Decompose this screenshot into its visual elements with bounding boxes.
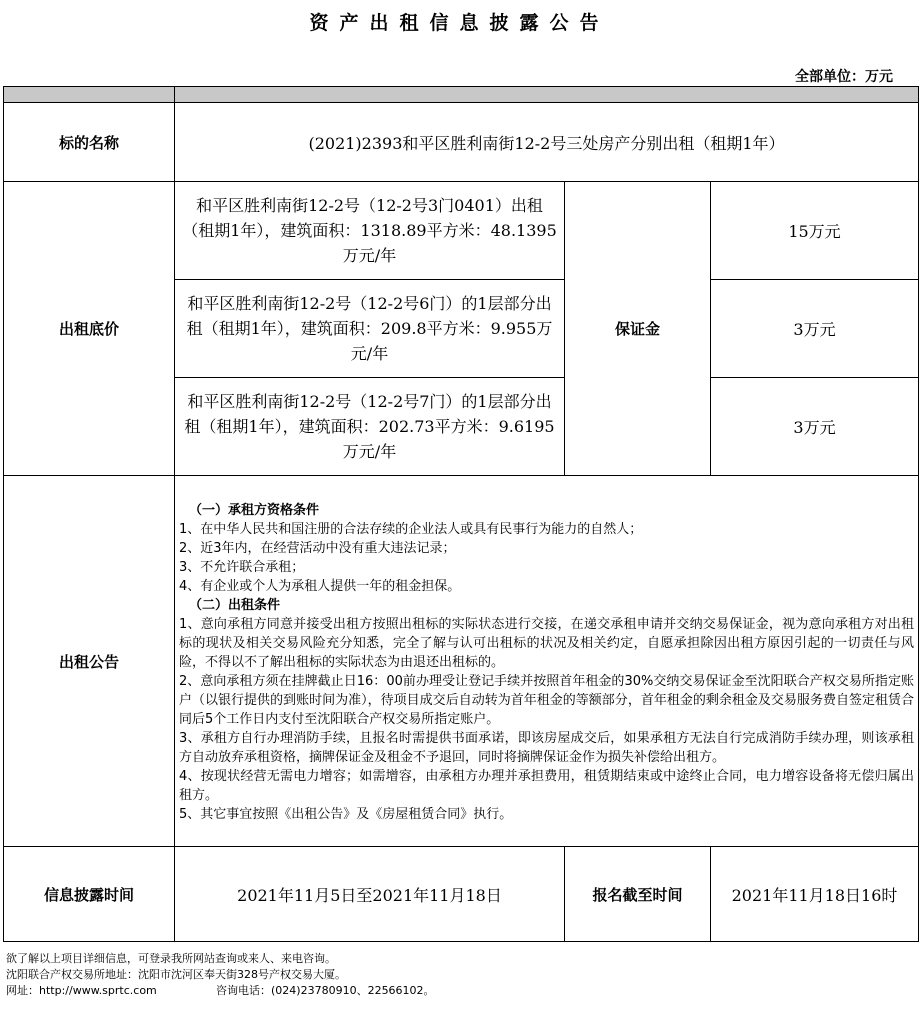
notice-heading: （一）承租方资格条件 — [189, 502, 320, 518]
deadline-label: 报名截至时间 — [565, 847, 711, 942]
price-label: 出租底价 — [4, 182, 175, 476]
property-desc: 和平区胜利南街12-2号（12-2号7门）的1层部分出租（租期1年），建筑面积：202.73平方米：9.6195万元/年 — [175, 378, 565, 476]
footer-website: 网址：http://www.sprtc.com — [6, 984, 157, 997]
page-title: 资产出租信息披露公告 — [309, 12, 610, 34]
announcement-table — [3, 86, 919, 942]
property-desc: 和平区胜利南街12-2号（12-2号3门0401）出租（租期1年），建筑面积：1318.89平方米：48.1395万元/年 — [175, 182, 565, 280]
deposit-value: 15万元 — [711, 182, 919, 280]
notice-item: 1、在中华人民共和国注册的合法存续的企业法人或具有民事行为能力的自然人； — [179, 521, 643, 537]
notice-item: 3、不允许联合承租； — [179, 559, 305, 575]
unit-note: 全部单位：万元 — [795, 69, 893, 85]
notice-heading: （二）出租条件 — [189, 597, 281, 613]
table-row — [4, 103, 919, 182]
footer-contact — [6, 983, 435, 999]
notice-body — [175, 476, 919, 847]
table-row — [4, 847, 919, 942]
table-header-bar — [4, 87, 919, 103]
name-label: 标的名称 — [4, 103, 175, 182]
deadline-value: 2021年11月18日16时 — [711, 847, 919, 942]
footer-phone: 咨询电话：(024)23780910、22566102。 — [216, 984, 435, 997]
deposit-value: 3万元 — [711, 280, 919, 378]
disclosure-value: 2021年11月5日至2021年11月18日 — [175, 847, 565, 942]
disclosure-label: 信息披露时间 — [4, 847, 175, 942]
header-cell — [4, 87, 175, 103]
notice-item: 4、按现状经营无需电力增容；如需增容，由承租方办理并承担费用，租赁期结束或中途终止合同，电力增容设备将无偿归属出租方。 — [179, 768, 915, 803]
notice-item: 4、有企业或个人为承租人提供一年的租金担保。 — [179, 578, 461, 594]
footer — [6, 951, 435, 999]
notice-item: 1、意向承租方同意并接受出租方按照出租标的实际状态进行交接，在递交承租申请并交纳交易保证金，视为意向承租方对出租标的现状及相关交易风险充分知悉，完全了解与认可出租标的状况及相关约定，自愿承担除因出租方原因引起的一切责任与风险，不得以不了解出租标的实际状态为由退还出租标的。 — [179, 616, 915, 670]
notice-item: 3、承租方自行办理消防手续，且报名时需提供书面承诺，即该房屋成交后，如果承租方无法自行完成消防手续办理，则该承租方自动放弃承租资格，摘牌保证金及租金不予退回，同时将摘牌保证金作为损失补偿给出租方。 — [179, 730, 915, 765]
notice-label: 出租公告 — [4, 476, 175, 847]
deposit-label: 保证金 — [565, 182, 711, 476]
name-value: (2021)2393和平区胜利南街12-2号三处房产分别出租（租期1年） — [175, 103, 919, 182]
notice-item: 2、近3年内，在经营活动中没有重大违法记录； — [179, 540, 456, 556]
footer-address: 沈阳联合产权交易所地址：沈阳市沈河区奉天街328号产权交易大厦。 — [6, 968, 346, 981]
deposit-value: 3万元 — [711, 378, 919, 476]
notice-item: 2、意向承租方须在挂牌截止日16：00前办理受让登记手续并按照首年租金的30%交纳交易保证金至沈阳联合产权交易所指定账户（以银行提供的到账时间为准），待项目成交后自动转为首年租金的等额部分，首年租金的剩余租金及交易服务费自签定租赁合同后5个工作日内支付至沈阳联合产权交易所指定账户。 — [179, 673, 915, 727]
table-row — [4, 476, 919, 847]
property-desc: 和平区胜利南街12-2号（12-2号6门）的1层部分出租（租期1年），建筑面积：209.8平方米：9.955万元/年 — [175, 280, 565, 378]
header-cell — [175, 87, 919, 103]
table-row — [4, 182, 919, 280]
footer-line: 欲了解以上项目详细信息，可登录我所网站查询或来人、来电咨询。 — [6, 952, 336, 965]
notice-item: 5、其它事宜按照《出租公告》及《房屋租赁合同》执行。 — [179, 806, 513, 822]
